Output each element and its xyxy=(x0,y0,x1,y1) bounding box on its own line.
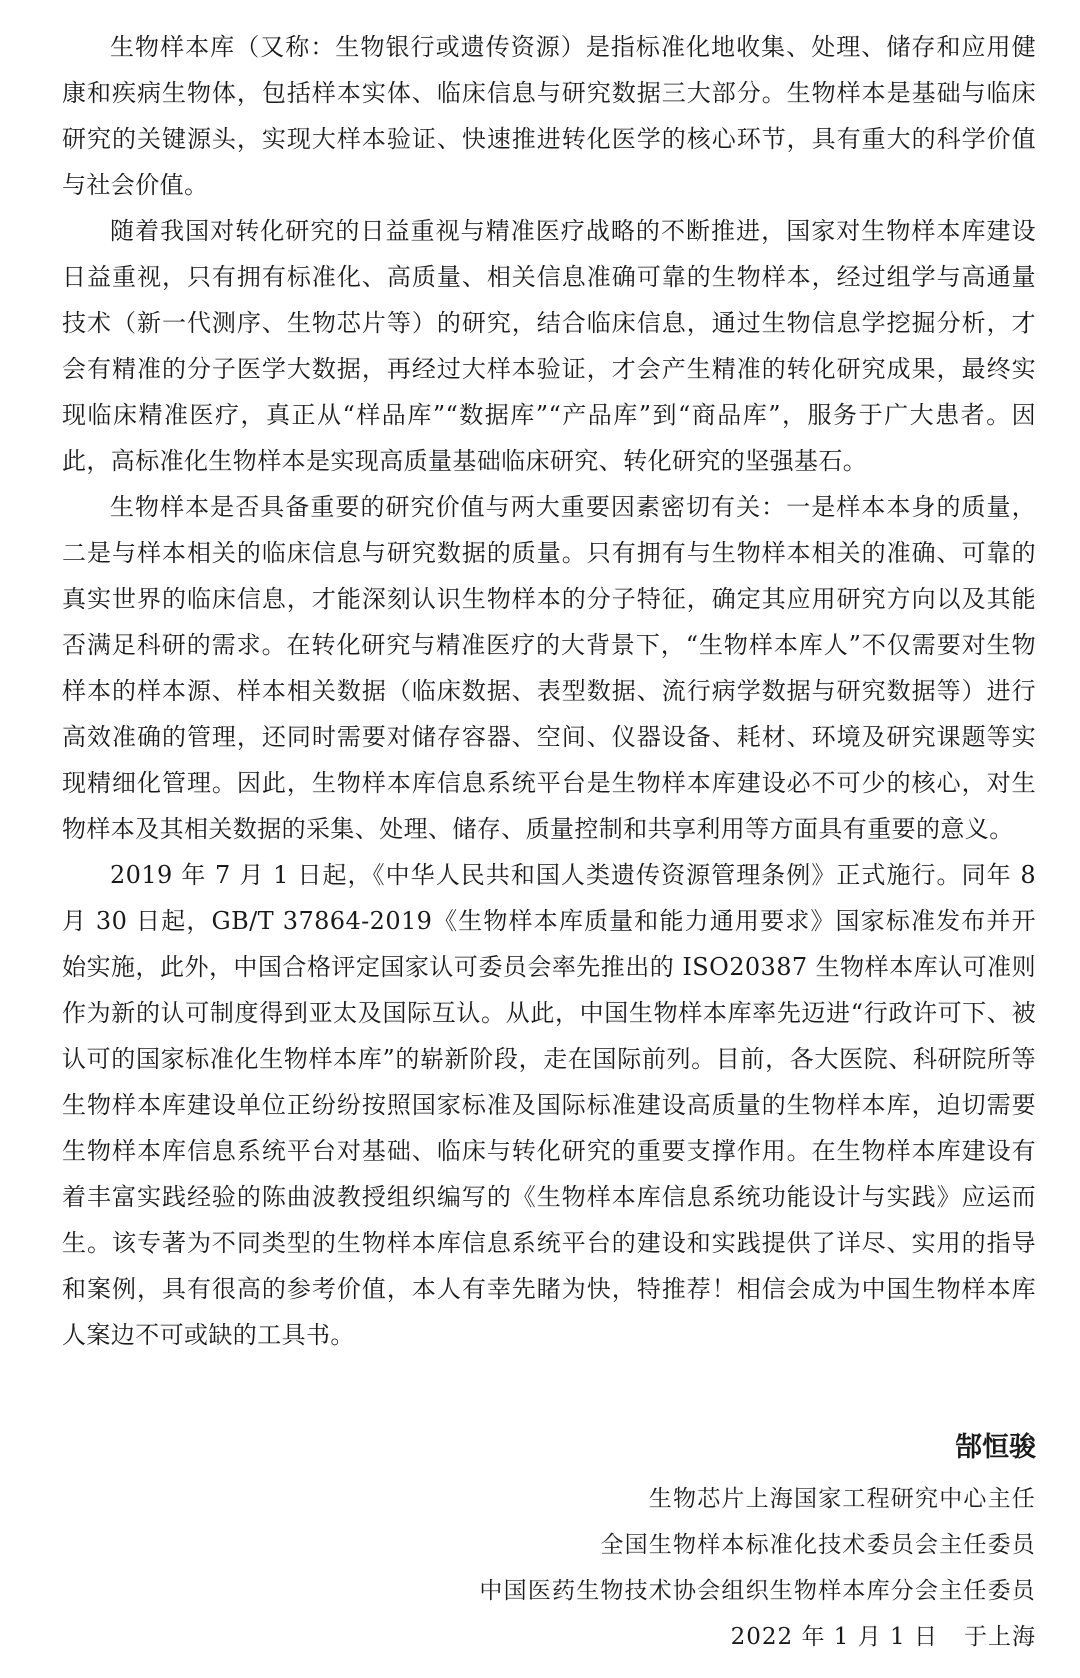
signature-date-line xyxy=(316,1614,1036,1660)
paragraph-research-value: 生物样本是否具备重要的研究价值与两大重要因素密切有关：一是样本本身的质量，二是与样本相关的临床信息与研究数据的质量。只有拥有与生物样本相关的准确、可靠的真实世界的临床信息，才能深刻认识生物样本的分子特征，确定其应用研究方向以及其能否满足科研的需求。在转化研究与精准医疗的大背景下，“生物样本库人”不仅需要对生物样本的样本源、样本相关数据（临床数据、表型数据、流行病学数据与研究数据等）进行高效准确的管理，还同时需要对储存容器、空间、仪器设备、耗材、环境及研究课题等实现精细化管理。因此，生物样本库信息系统平台是生物样本库建设必不可少的核心，对生物样本及其相关数据的采集、处理、储存、质量控制和共享利用等方面具有重要的意义。 xyxy=(62,493,1036,843)
author-title: 生物芯片上海国家工程研究中心主任 xyxy=(648,1486,1036,1512)
author-name: 郜恒骏 xyxy=(955,1432,1036,1463)
signature-block xyxy=(316,1428,1036,1660)
paragraph-precision-medicine: 随着我国对转化研究的日益重视与精准医疗战略的不断推进，国家对生物样本库建设日益重视，只有拥有标准化、高质量、相关信息准确可靠的生物样本，经过组学与高通量技术（新一代测序、生物芯片等）的研究，结合临床信息，通过生物信息学挖掘分析，才会有精准的分子医学大数据，再经过大样本验证，才会产生精准的转化研究成果，最终实现临床精准医疗，真正从“样品库”“数据库”“产品库”到“商品库”，服务于广大患者。因此，高标准化生物样本是实现高质量基础临床研究、转化研究的坚强基石。 xyxy=(62,217,1036,475)
foreword-body xyxy=(62,24,1036,1358)
author-title: 全国生物样本标准化技术委员会主任委员 xyxy=(600,1532,1036,1558)
author-title: 中国医药生物技术协会组织生物样本库分会主任委员 xyxy=(479,1578,1036,1604)
paragraph-regulations-and-book: 2019 年 7 月 1 日起，《中华人民共和国人类遗传资源管理条例》正式施行。同年 8 月 30 日起，GB/T 37864-2019《生物样本库质量和能力通用要求》国家标准发布并开始实施，此外，中国合格评定国家认可委员会率先推出的 ISO20387 生物样本库认可准则作为新的认可制度得到亚太及国际互认。从此，中国生物样本库率先迈进“行政许可下、被认可的国家标准化生物样本库”的崭新阶段，走在国际前列。目前，各大医院、科研院所等生物样本库建设单位正纷纷按照国家标准及国际标准建设高质量的生物样本库，迫切需要生物样本库信息系统平台对基础、临床与转化研究的重要支撑作用。在生物样本库建设有着丰富实践经验的陈曲波教授组织编写的《生物样本库信息系统功能设计与实践》应运而生。该专著为不同类型的生物样本库信息系统平台的建设和实践提供了详尽、实用的指导和案例，具有很高的参考价值，本人有幸先睹为快，特推荐！相信会成为中国生物样本库人案边不可或缺的工具书。 xyxy=(62,861,1036,1349)
signature-place: 于上海 xyxy=(964,1624,1036,1650)
signature-date: 2022 年 1 月 1 日 xyxy=(730,1624,938,1650)
paragraph-biobank-definition: 生物样本库（又称：生物银行或遗传资源）是指标准化地收集、处理、储存和应用健康和疾病生物体，包括样本实体、临床信息与研究数据三大部分。生物样本是基础与临床研究的关键源头，实现大样本验证、快速推进转化医学的核心环节，具有重大的科学价值与社会价值。 xyxy=(62,33,1036,199)
